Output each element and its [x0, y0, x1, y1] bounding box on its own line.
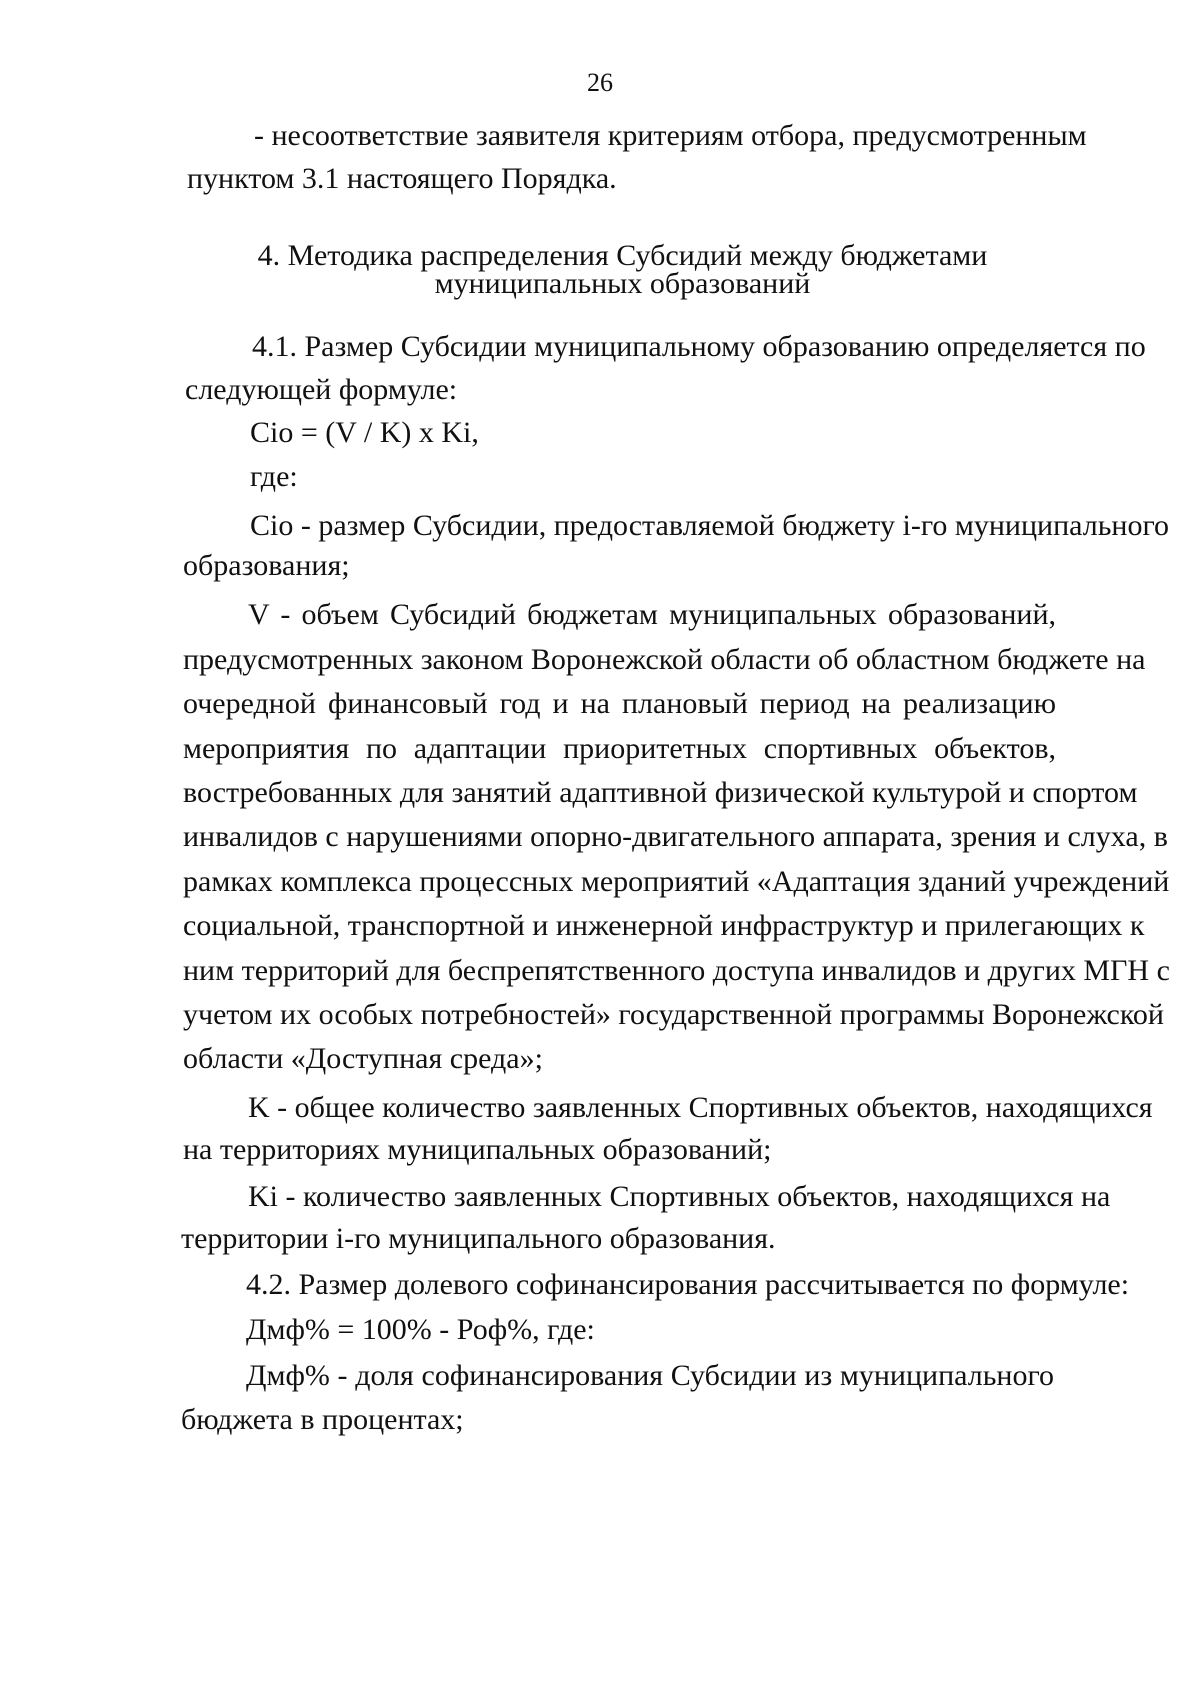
definition-v-line-1: V - объем Субсидий бюджетам муниципальных образований,: [248, 598, 1056, 631]
definition-v-line-9: ним территорий для беспрепятственного доступа инвалидов и других МГН с: [183, 954, 1170, 987]
definition-cio-line-1: Cio - размер Субсидии, предоставляемой бюджету i-го муниципального: [250, 509, 1169, 542]
where-label: где:: [250, 460, 298, 493]
paragraph-4-1-line-1: 4.1. Размер Субсидии муниципальному образованию определяется по: [252, 330, 1146, 363]
definition-v-line-4: мероприятия по адаптации приоритетных спортивных объектов,: [183, 732, 1056, 765]
definition-ki-line-2: территории i-го муниципального образования.: [181, 1222, 776, 1255]
definition-v-line-5: востребованных для занятий адаптивной физической культурой и спортом: [183, 776, 1138, 809]
intro-line-2: пунктом 3.1 настоящего Порядка.: [187, 162, 617, 195]
section-title-line-1: 4. Методика распределения Субсидий между бюджетами: [257, 239, 988, 272]
definition-v-line-3: очередной финансовый год и на плановый период на реализацию: [183, 687, 1056, 720]
definition-v-line-8: социальной, транспортной и инженерной инфраструктур и прилегающих к: [183, 909, 1145, 942]
paragraph-4-1-line-2: следующей формуле:: [185, 373, 458, 406]
definition-v-line-2: предусмотренных законом Воронежской области об областном бюджете на: [183, 643, 1146, 676]
formula-cofinancing: Дмф% = 100% - Роф%, где:: [246, 1313, 595, 1346]
definition-v-line-11: области «Доступная среда»;: [183, 1042, 543, 1075]
section-title-line-2: муниципальных образований: [434, 267, 811, 300]
definition-ki-line-1: Ki - количество заявленных Спортивных объектов, находящихся на: [248, 1180, 1111, 1213]
definition-dmf-line-2: бюджета в процентах;: [181, 1403, 464, 1436]
intro-line-1: - несоответствие заявителя критериям отбора, предусмотренным: [254, 119, 1087, 152]
definition-k-line-1: K - общее количество заявленных Спортивных объектов, находящихся: [248, 1091, 1153, 1124]
definition-v-line-6: инвалидов с нарушениями опорно-двигательного аппарата, зрения и слуха, в: [183, 820, 1168, 853]
definition-k-line-2: на территориях муниципальных образований;: [183, 1133, 772, 1166]
paragraph-4-2: 4.2. Размер долевого софинансирования рассчитывается по формуле:: [246, 1268, 1130, 1301]
definition-v-line-7: рамках комплекса процессных мероприятий «Адаптация зданий учреждений: [183, 865, 1170, 898]
definition-dmf-line-1: Дмф% - доля софинансирования Субсидии из муниципального: [246, 1359, 1054, 1392]
page-number: 26: [587, 68, 613, 97]
definition-v-line-10: учетом их особых потребностей» государственной программы Воронежской: [183, 998, 1164, 1031]
definition-cio-line-2: образования;: [183, 549, 350, 582]
formula-subsidy: Cio = (V / K) x Ki,: [250, 416, 479, 449]
